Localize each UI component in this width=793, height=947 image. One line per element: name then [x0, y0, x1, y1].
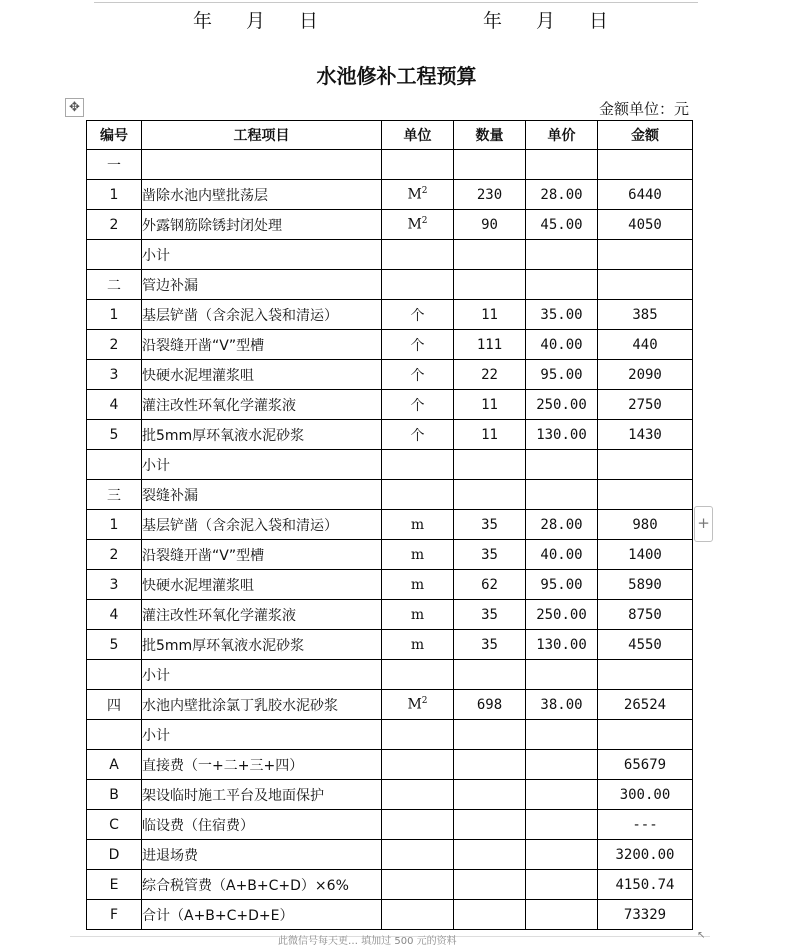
- row-quantity-cell: [454, 720, 526, 750]
- row-number-cell: 3: [87, 360, 142, 390]
- row-quantity-cell: [454, 900, 526, 930]
- row-unit-price-cell: 250.00: [526, 390, 598, 420]
- row-unit-cell: [382, 150, 454, 180]
- row-item-cell: 灌注改性环氧化学灌浆液: [142, 600, 382, 630]
- row-quantity-cell: [454, 660, 526, 690]
- table-row: [87, 510, 693, 540]
- date-field-left: [193, 6, 318, 33]
- header-unit: 单位: [382, 121, 454, 150]
- table-row: [87, 690, 693, 720]
- date-month-label: 月: [246, 10, 266, 32]
- row-unit-cell: [382, 330, 454, 360]
- table-row: [87, 330, 693, 360]
- budget-table: [86, 120, 693, 930]
- row-quantity-cell: [454, 270, 526, 300]
- page-top-rule: [94, 2, 698, 3]
- unit-superscript: 2: [421, 696, 428, 707]
- row-unit-cell: [382, 540, 454, 570]
- row-item-cell: 水池内壁批涂氯丁乳胶水泥砂浆: [142, 690, 382, 720]
- row-number-cell: 二: [87, 270, 142, 300]
- unit-text: M: [407, 186, 422, 203]
- row-item-cell: 灌注改性环氧化学灌浆液: [142, 390, 382, 420]
- row-amount-cell: 5890: [598, 570, 693, 600]
- row-amount-cell: 3200.00: [598, 840, 693, 870]
- header-item: 工程项目: [142, 121, 382, 150]
- row-quantity-cell: [454, 780, 526, 810]
- row-amount-cell: 440: [598, 330, 693, 360]
- unit-text: 个: [410, 367, 425, 384]
- row-number-cell: C: [87, 810, 142, 840]
- unit-text: M: [407, 696, 422, 713]
- unit-superscript: 2: [421, 216, 428, 227]
- row-item-cell: [142, 150, 382, 180]
- row-number-cell: 3: [87, 570, 142, 600]
- row-quantity-cell: [454, 750, 526, 780]
- row-amount-cell: [598, 720, 693, 750]
- table-row: [87, 540, 693, 570]
- table-row: [87, 150, 693, 180]
- row-number-cell: 1: [87, 510, 142, 540]
- row-unit-price-cell: 130.00: [526, 630, 598, 660]
- date-day-label: 日: [299, 10, 319, 32]
- row-item-cell: 合计（A+B+C+D+E）: [142, 900, 382, 930]
- header-quantity: 数量: [454, 121, 526, 150]
- header-number: 编号: [87, 121, 142, 150]
- row-unit-cell: [382, 240, 454, 270]
- row-number-cell: 三: [87, 480, 142, 510]
- footer-text: 此微信号每天更… 填加过 500 元的资料: [278, 936, 457, 947]
- unit-text: M: [407, 216, 422, 233]
- row-unit-price-cell: [526, 150, 598, 180]
- row-number-cell: B: [87, 780, 142, 810]
- date-field-right: [483, 6, 608, 33]
- row-unit-cell: [382, 300, 454, 330]
- row-unit-price-cell: 28.00: [526, 180, 598, 210]
- row-unit-price-cell: 28.00: [526, 510, 598, 540]
- row-quantity-cell: 11: [454, 420, 526, 450]
- row-quantity-cell: 698: [454, 690, 526, 720]
- row-unit-price-cell: [526, 840, 598, 870]
- row-item-cell: 小计: [142, 720, 382, 750]
- header-unit-price: 单价: [526, 121, 598, 150]
- row-number-cell: 4: [87, 600, 142, 630]
- row-item-cell: 架设临时施工平台及地面保护: [142, 780, 382, 810]
- row-unit-price-cell: [526, 810, 598, 840]
- row-unit-price-cell: [526, 450, 598, 480]
- row-quantity-cell: [454, 810, 526, 840]
- row-unit-price-cell: [526, 270, 598, 300]
- date-month-label: 月: [536, 10, 556, 32]
- unit-text: 个: [410, 307, 425, 324]
- row-unit-cell: [382, 750, 454, 780]
- row-item-cell: 沿裂缝开凿“V”型槽: [142, 540, 382, 570]
- row-number-cell: [87, 450, 142, 480]
- row-unit-cell: [382, 630, 454, 660]
- add-row-handle-icon[interactable]: +: [694, 506, 713, 542]
- row-unit-price-cell: 40.00: [526, 540, 598, 570]
- row-unit-price-cell: [526, 720, 598, 750]
- row-unit-cell: [382, 510, 454, 540]
- row-item-cell: 小计: [142, 660, 382, 690]
- row-unit-cell: [382, 870, 454, 900]
- row-amount-cell: 4550: [598, 630, 693, 660]
- row-unit-price-cell: 40.00: [526, 330, 598, 360]
- row-unit-cell: [382, 450, 454, 480]
- row-number-cell: 2: [87, 210, 142, 240]
- row-number-cell: F: [87, 900, 142, 930]
- row-unit-price-cell: [526, 870, 598, 900]
- row-unit-cell: [382, 720, 454, 750]
- row-number-cell: 2: [87, 540, 142, 570]
- table-row: [87, 750, 693, 780]
- row-unit-price-cell: 130.00: [526, 420, 598, 450]
- row-unit-cell: [382, 840, 454, 870]
- row-quantity-cell: 35: [454, 540, 526, 570]
- unit-text: m: [410, 576, 425, 593]
- row-quantity-cell: 35: [454, 600, 526, 630]
- row-unit-price-cell: [526, 900, 598, 930]
- row-quantity-cell: [454, 450, 526, 480]
- row-unit-cell: [382, 810, 454, 840]
- unit-superscript: 2: [421, 186, 428, 197]
- row-item-cell: 快硬水泥埋灌浆咀: [142, 570, 382, 600]
- table-row: [87, 720, 693, 750]
- row-item-cell: 基层铲凿（含余泥入袋和清运）: [142, 300, 382, 330]
- row-number-cell: 四: [87, 690, 142, 720]
- row-item-cell: 进退场费: [142, 840, 382, 870]
- row-quantity-cell: 11: [454, 300, 526, 330]
- row-quantity-cell: 90: [454, 210, 526, 240]
- row-item-cell: 小计: [142, 240, 382, 270]
- row-number-cell: 5: [87, 420, 142, 450]
- currency-unit-note: 金额单位：元: [598, 100, 689, 118]
- row-quantity-cell: 22: [454, 360, 526, 390]
- row-quantity-cell: 62: [454, 570, 526, 600]
- table-row: [87, 570, 693, 600]
- row-quantity-cell: [454, 840, 526, 870]
- row-item-cell: 临设费（住宿费）: [142, 810, 382, 840]
- row-amount-cell: [598, 660, 693, 690]
- row-item-cell: 批5mm厚环氧液水泥砂浆: [142, 630, 382, 660]
- row-item-cell: 快硬水泥埋灌浆咀: [142, 360, 382, 390]
- table-row: [87, 360, 693, 390]
- row-unit-cell: [382, 900, 454, 930]
- row-quantity-cell: 35: [454, 510, 526, 540]
- row-item-cell: 直接费（一+二+三+四）: [142, 750, 382, 780]
- row-number-cell: 4: [87, 390, 142, 420]
- row-amount-cell: 385: [598, 300, 693, 330]
- row-amount-cell: 4050: [598, 210, 693, 240]
- table-row: [87, 600, 693, 630]
- row-unit-price-cell: 45.00: [526, 210, 598, 240]
- table-row: [87, 870, 693, 900]
- row-unit-price-cell: [526, 480, 598, 510]
- row-item-cell: 凿除水池内壁批荡层: [142, 180, 382, 210]
- row-amount-cell: 300.00: [598, 780, 693, 810]
- row-amount-cell: ---: [598, 810, 693, 840]
- row-unit-cell: [382, 480, 454, 510]
- row-amount-cell: 1400: [598, 540, 693, 570]
- table-row: [87, 300, 693, 330]
- unit-text: m: [410, 636, 425, 653]
- row-amount-cell: 980: [598, 510, 693, 540]
- row-number-cell: [87, 660, 142, 690]
- row-number-cell: D: [87, 840, 142, 870]
- resize-corner-icon[interactable]: ↖: [697, 930, 706, 941]
- row-quantity-cell: [454, 150, 526, 180]
- row-unit-cell: [382, 180, 454, 210]
- row-unit-cell: [382, 420, 454, 450]
- row-unit-cell: [382, 210, 454, 240]
- row-quantity-cell: 230: [454, 180, 526, 210]
- table-move-handle-icon[interactable]: ✥: [65, 98, 84, 117]
- unit-text: m: [410, 546, 425, 563]
- row-amount-cell: [598, 480, 693, 510]
- row-quantity-cell: 11: [454, 390, 526, 420]
- row-amount-cell: 26524: [598, 690, 693, 720]
- row-number-cell: [87, 720, 142, 750]
- row-quantity-cell: [454, 480, 526, 510]
- page-title: 水池修补工程预算: [316, 64, 477, 88]
- row-amount-cell: [598, 150, 693, 180]
- row-unit-cell: [382, 690, 454, 720]
- row-item-cell: 综合税管费（A+B+C+D）×6%: [142, 870, 382, 900]
- row-unit-cell: [382, 660, 454, 690]
- row-unit-price-cell: [526, 660, 598, 690]
- row-amount-cell: 4150.74: [598, 870, 693, 900]
- table-row: [87, 900, 693, 930]
- unit-text: 个: [410, 397, 425, 414]
- row-item-cell: 沿裂缝开凿“V”型槽: [142, 330, 382, 360]
- row-amount-cell: [598, 240, 693, 270]
- row-item-cell: 管边补漏: [142, 270, 382, 300]
- table-row: [87, 180, 693, 210]
- row-amount-cell: [598, 450, 693, 480]
- row-item-cell: 外露钢筋除锈封闭处理: [142, 210, 382, 240]
- row-quantity-cell: 111: [454, 330, 526, 360]
- header-amount: 金额: [598, 121, 693, 150]
- row-unit-cell: [382, 360, 454, 390]
- row-number-cell: 一: [87, 150, 142, 180]
- row-unit-price-cell: 38.00: [526, 690, 598, 720]
- unit-text: m: [410, 516, 425, 533]
- table-row: [87, 630, 693, 660]
- row-item-cell: 基层铲凿（含余泥入袋和清运）: [142, 510, 382, 540]
- table-row: [87, 810, 693, 840]
- row-unit-price-cell: 250.00: [526, 600, 598, 630]
- row-unit-cell: [382, 390, 454, 420]
- table-row: [87, 660, 693, 690]
- unit-text: 个: [410, 427, 425, 444]
- row-unit-price-cell: [526, 240, 598, 270]
- table-row: [87, 840, 693, 870]
- row-amount-cell: 2750: [598, 390, 693, 420]
- row-number-cell: 5: [87, 630, 142, 660]
- row-number-cell: 1: [87, 180, 142, 210]
- unit-text: 个: [410, 337, 425, 354]
- row-number-cell: 2: [87, 330, 142, 360]
- row-number-cell: A: [87, 750, 142, 780]
- row-number-cell: [87, 240, 142, 270]
- row-amount-cell: [598, 270, 693, 300]
- row-amount-cell: 8750: [598, 600, 693, 630]
- row-unit-price-cell: [526, 750, 598, 780]
- table-row: [87, 780, 693, 810]
- row-unit-price-cell: 95.00: [526, 570, 598, 600]
- row-amount-cell: 1430: [598, 420, 693, 450]
- row-number-cell: E: [87, 870, 142, 900]
- row-unit-cell: [382, 570, 454, 600]
- table-row: [87, 210, 693, 240]
- row-quantity-cell: [454, 240, 526, 270]
- row-quantity-cell: 35: [454, 630, 526, 660]
- table-header-row: [87, 121, 693, 150]
- row-unit-cell: [382, 600, 454, 630]
- row-amount-cell: 65679: [598, 750, 693, 780]
- unit-text: m: [410, 606, 425, 623]
- row-item-cell: 批5mm厚环氧液水泥砂浆: [142, 420, 382, 450]
- row-amount-cell: 73329: [598, 900, 693, 930]
- row-item-cell: 裂缝补漏: [142, 480, 382, 510]
- table-row: [87, 480, 693, 510]
- row-amount-cell: 6440: [598, 180, 693, 210]
- row-quantity-cell: [454, 870, 526, 900]
- date-year-label: 年: [193, 10, 213, 32]
- table-row: [87, 450, 693, 480]
- table-row: [87, 390, 693, 420]
- row-unit-price-cell: 35.00: [526, 300, 598, 330]
- row-number-cell: 1: [87, 300, 142, 330]
- row-unit-price-cell: 95.00: [526, 360, 598, 390]
- date-year-label: 年: [483, 10, 503, 32]
- row-unit-price-cell: [526, 780, 598, 810]
- table-row: [87, 420, 693, 450]
- row-amount-cell: 2090: [598, 360, 693, 390]
- row-unit-cell: [382, 780, 454, 810]
- table-row: [87, 270, 693, 300]
- row-unit-cell: [382, 270, 454, 300]
- row-item-cell: 小计: [142, 450, 382, 480]
- table-row: [87, 240, 693, 270]
- date-day-label: 日: [589, 10, 609, 32]
